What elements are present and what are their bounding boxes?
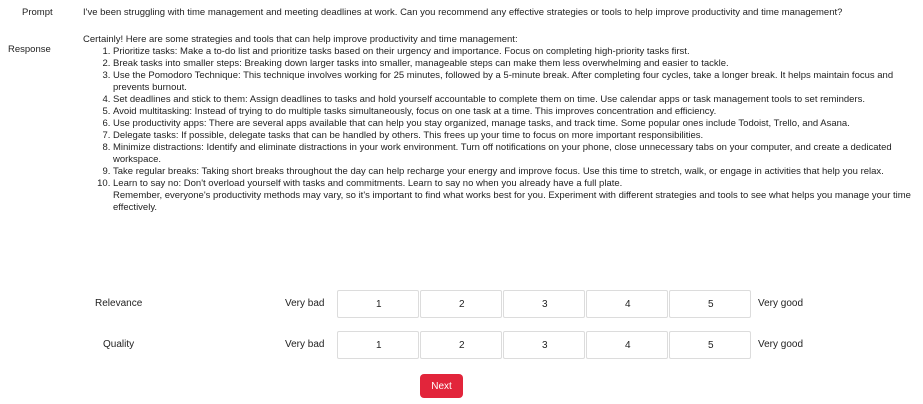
- list-item: 10. Learn to say no: Don't overload yourself with tasks and commitments. Learn to say no when you already have a full plate.: [113, 178, 917, 190]
- prompt-text: I've been struggling with time management and meeting deadlines at work. Can you recommend any effective strategies or tools to help improve productivity and time management?: [83, 7, 843, 18]
- list-item: 8. Minimize distractions: Identify and eliminate distractions in your work environment. Turn off notifications on your phone, close unnecessary tabs on your computer, and create a dedicated workspace.: [113, 142, 917, 166]
- list-item: 9. Take regular breaks: Taking short breaks throughout the day can help recharge your energy and improve focus. Use this time to stretch, walk, or engage in activities that help you relax.: [113, 166, 917, 178]
- quality-label: Quality: [103, 339, 135, 350]
- list-item: 6. Use productivity apps: There are several apps available that can help you stay organized, manage tasks, and track time. Some popular ones include Todoist, Trello, and Asana.: [113, 118, 917, 130]
- relevance-option-1[interactable]: 1: [337, 290, 419, 318]
- very-good-label: Very good: [758, 339, 804, 350]
- strategy-list: [83, 46, 917, 190]
- response-body: [83, 34, 917, 214]
- quality-option-5[interactable]: 5: [669, 331, 751, 359]
- quality-option-2[interactable]: 2: [420, 331, 502, 359]
- very-good-label: Very good: [758, 298, 804, 309]
- relevance-rating-row: [0, 290, 923, 318]
- list-item: 5. Avoid multitasking: Instead of trying to do multiple tasks simultaneously, focus on one task at a time. This improves concentration and efficiency.: [113, 106, 917, 118]
- relevance-option-2[interactable]: 2: [420, 290, 502, 318]
- next-button[interactable]: Next: [420, 374, 463, 398]
- list-item: 3. Use the Pomodoro Technique: This technique involves working for 25 minutes, followed by a 5-minute break. After completing four cycles, take a longer break. It helps maintain focus and prevents burnout.: [113, 70, 917, 94]
- relevance-option-4[interactable]: 4: [586, 290, 668, 318]
- quality-rating-row: [0, 331, 923, 359]
- response-label: Response: [8, 44, 51, 55]
- relevance-scale: [337, 290, 752, 318]
- quality-option-1[interactable]: 1: [337, 331, 419, 359]
- quality-option-4[interactable]: 4: [586, 331, 668, 359]
- relevance-option-5[interactable]: 5: [669, 290, 751, 318]
- list-item: 7. Delegate tasks: If possible, delegate tasks that can be handled by others. This frees up your time to focus on more important responsibilities.: [113, 130, 917, 142]
- response-outro: Remember, everyone's productivity methods may vary, so it's important to find what works best for you. Experiment with different strategies and tools to see what helps you manage your time effectively.: [113, 190, 911, 213]
- list-item: 1. Prioritize tasks: Make a to-do list and prioritize tasks based on their urgency and importance. Focus on completing high-priority tasks first.: [113, 46, 917, 58]
- relevance-label: Relevance: [95, 298, 143, 309]
- very-bad-label: Very bad: [285, 339, 325, 350]
- prompt-label: Prompt: [22, 7, 53, 18]
- quality-scale: [337, 331, 752, 359]
- quality-option-3[interactable]: 3: [503, 331, 585, 359]
- relevance-option-3[interactable]: 3: [503, 290, 585, 318]
- list-item: 4. Set deadlines and stick to them: Assign deadlines to tasks and hold yourself accountable to complete them on time. Use calendar apps or task management tools to set reminders.: [113, 94, 917, 106]
- response-intro: Certainly! Here are some strategies and tools that can help improve productivity and time management:: [83, 34, 518, 45]
- very-bad-label: Very bad: [285, 298, 325, 309]
- list-item: 2. Break tasks into smaller steps: Breaking down larger tasks into smaller, manageable steps can make them less overwhelming and easier to tackle.: [113, 58, 917, 70]
